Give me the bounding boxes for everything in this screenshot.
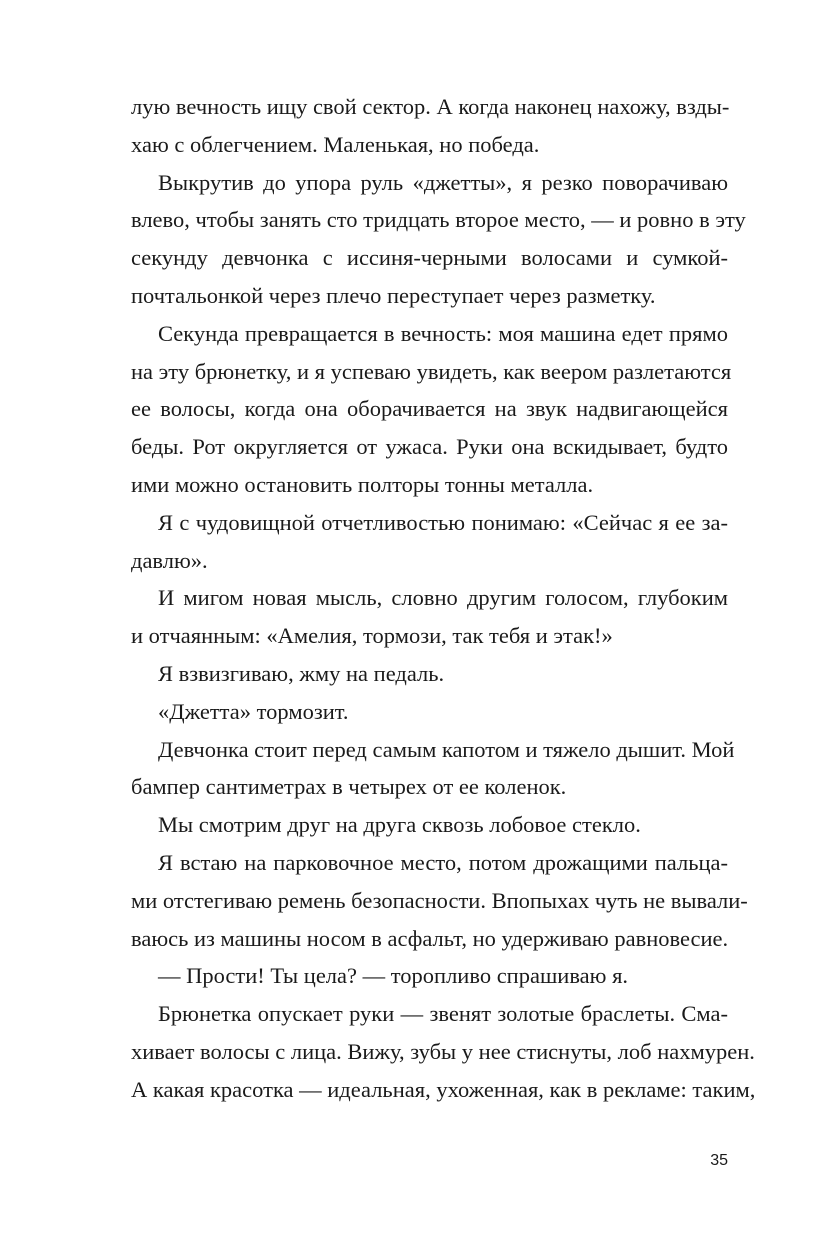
text-line: Я встаю на парковочное место, потом дрожащими пальца-	[158, 849, 728, 875]
body-text	[131, 88, 756, 1109]
text-line: бампер сантиметрах в четырех от ее коленок.	[131, 774, 567, 800]
text-line: беды. Рот округляется от ужаса. Руки она вскидывает, будто	[131, 434, 728, 460]
text-line: ее волосы, когда она оборачивается на звук надвигающейся	[131, 396, 728, 422]
paragraph	[131, 88, 728, 164]
text-line: «Джетта» тормозит.	[158, 698, 349, 724]
paragraph	[131, 315, 732, 504]
paragraph	[131, 655, 728, 693]
text-line: на эту брюнетку, и я успеваю увидеть, как веером разлетаются	[131, 358, 732, 384]
paragraph	[131, 995, 756, 1108]
text-line: ваюсь из машины носом в асфальт, но удерживаю равновесие.	[131, 925, 729, 951]
text-line: ми отстегиваю ремень безопасности. Впопыхах чуть не вывали-	[131, 887, 748, 913]
paragraph	[131, 693, 728, 731]
text-line: Секунда превращается в вечность: моя машина едет прямо	[158, 320, 728, 346]
text-line: Я взвизгиваю, жму на педаль.	[158, 660, 445, 686]
text-line: Мы смотрим друг на друга сквозь лобовое стекло.	[158, 812, 641, 838]
text-line: почтальонкой через плечо переступает через разметку.	[131, 282, 656, 308]
paragraph	[131, 164, 746, 315]
text-line: лую вечность ищу свой сектор. А когда наконец нахожу, взды-	[131, 94, 730, 119]
text-line: — Прости! Ты цела? — торопливо спрашиваю я.	[158, 963, 629, 989]
text-line: ими можно остановить полторы тонны металла.	[131, 471, 594, 497]
text-line: хаю с облегчением. Маленькая, но победа.	[131, 131, 540, 157]
paragraph	[131, 957, 728, 995]
text-line: А какая красотка — идеальная, ухоженная, как в рекламе: таким,	[131, 1076, 756, 1102]
paragraph	[131, 806, 728, 844]
text-line: Брюнетка опускает руки — звенят золотые браслеты. Сма-	[158, 1001, 728, 1027]
paragraph	[131, 731, 735, 807]
text-line: и отчаянным: «Амелия, тормози, так тебя и этак!»	[131, 623, 613, 649]
text-line: влево, чтобы занять сто тридцать второе место, — и ровно в эту	[131, 207, 746, 233]
paragraph	[131, 844, 748, 957]
text-line: секунду девчонка с иссиня-черными волосами и сумкой-	[131, 245, 728, 271]
paragraph	[131, 504, 728, 580]
text-line: хивает волосы с лица. Вижу, зубы у нее стиснуты, лоб нахмурен.	[131, 1038, 755, 1064]
text-line: И мигом новая мысль, словно другим голосом, глубоким	[158, 585, 728, 611]
text-line: Выкрутив до упора руль «джетты», я резко поворачиваю	[158, 169, 728, 195]
text-line: давлю».	[131, 547, 208, 573]
page-number: 35	[710, 1152, 728, 1169]
text-line: Девчонка стоит перед самым капотом и тяжело дышит. Мой	[158, 736, 735, 762]
paragraph	[131, 579, 728, 655]
text-line: Я с чудовищной отчетливостью понимаю: «Сейчас я ее за-	[158, 509, 728, 535]
